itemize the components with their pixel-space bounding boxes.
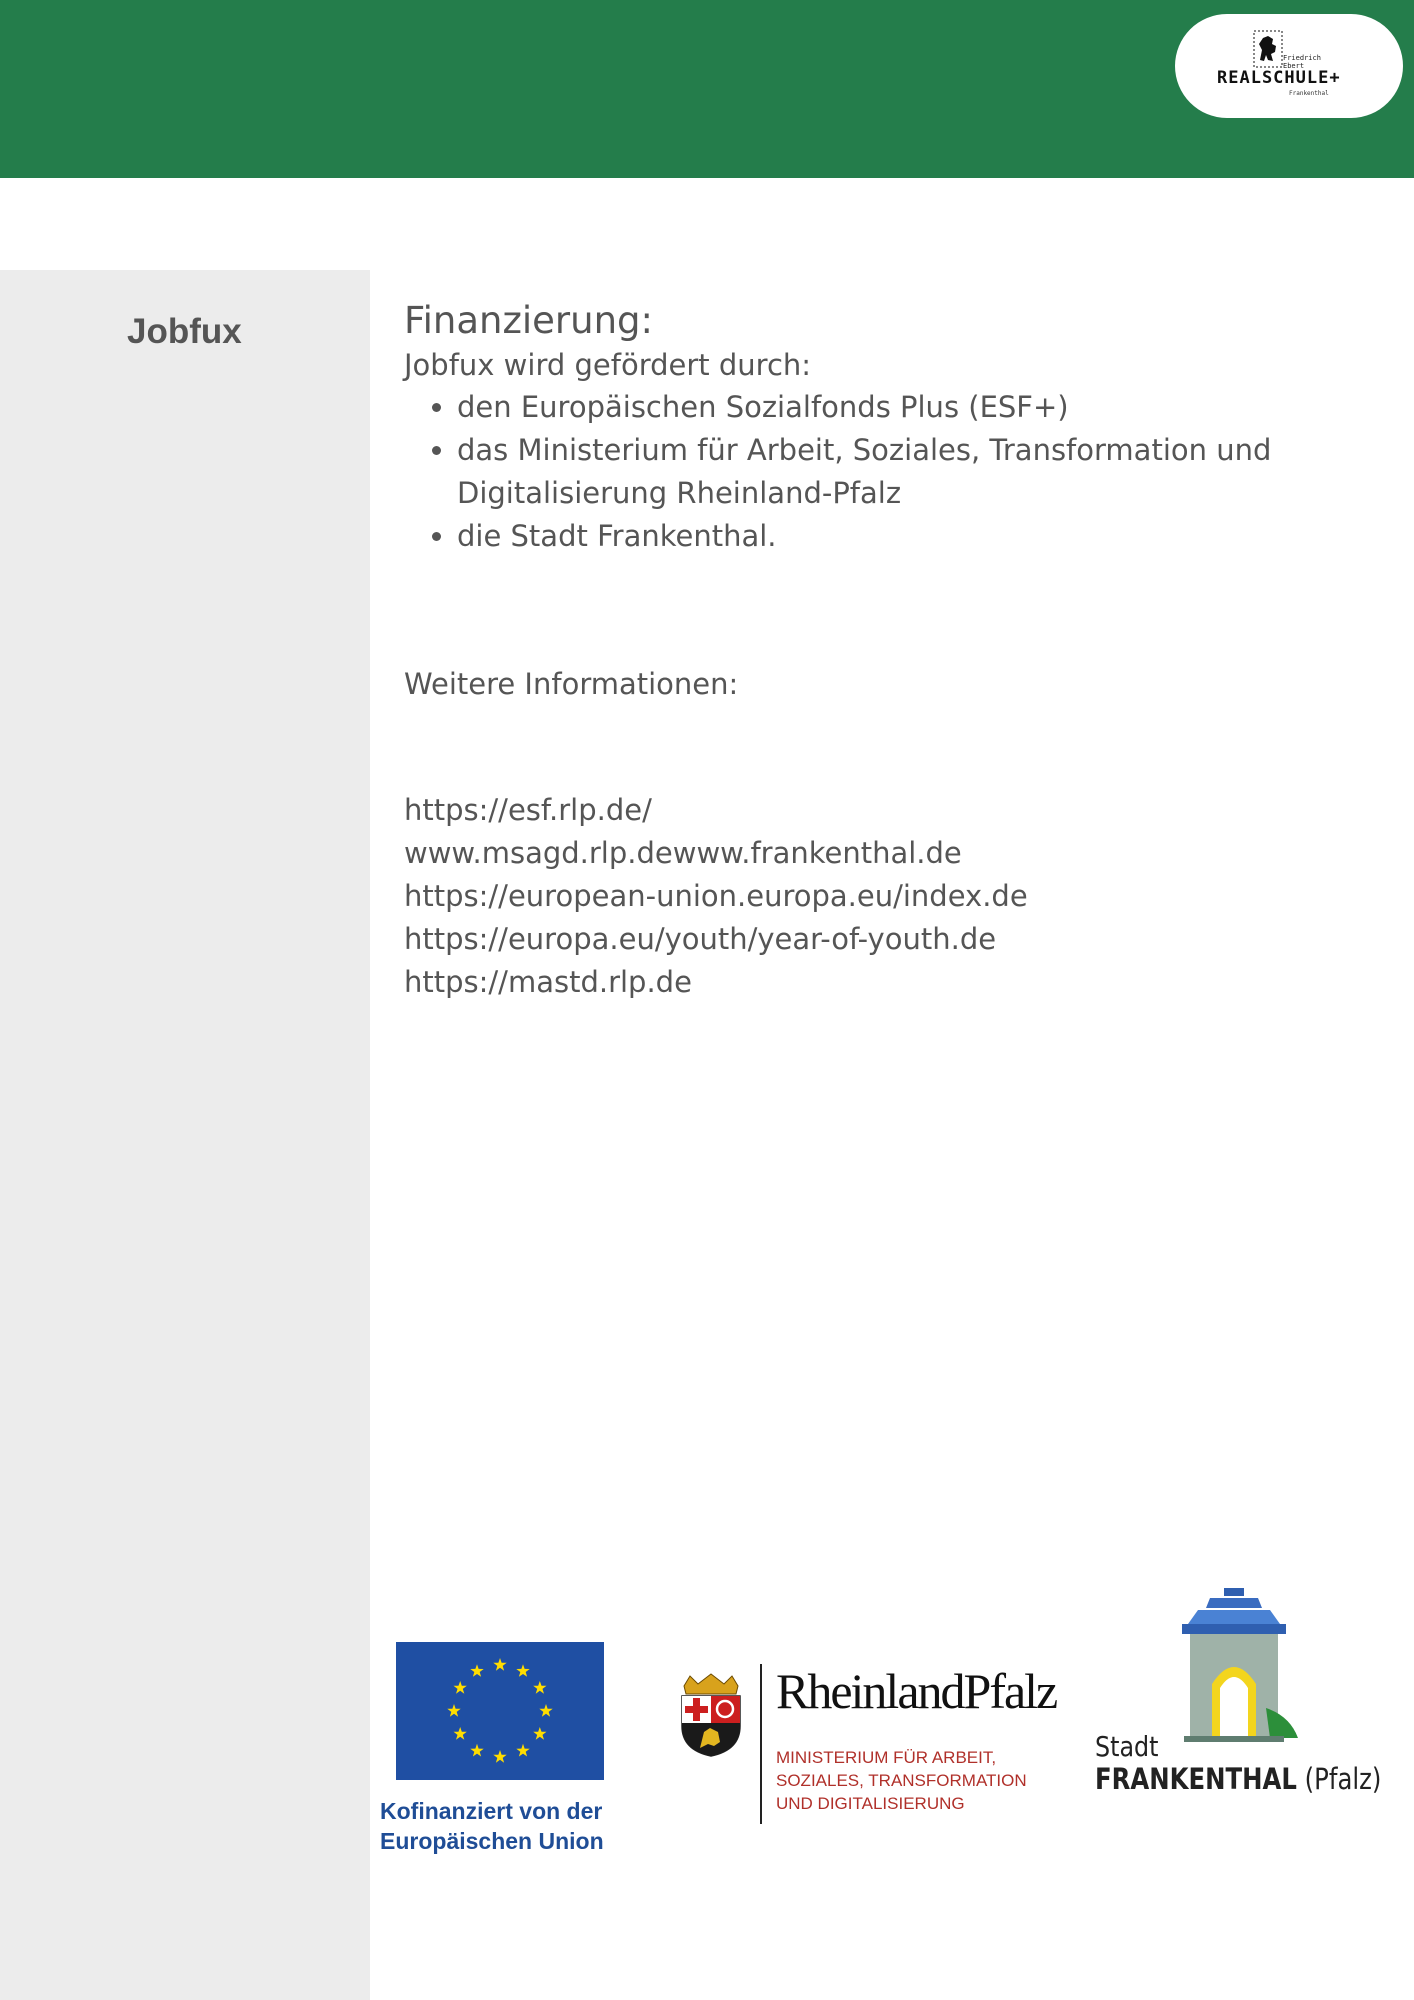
rlp-coat-of-arms-icon [678,1672,744,1758]
frankenthal-name: FRANKENTHAL (Pfalz) [1095,1762,1382,1796]
section-title: Finanzierung: [404,299,653,342]
list-item: • den Europäischen Sozialfonds Plus (ESF+) [457,386,1364,429]
link-european-union[interactable]: https://european-union.europa.eu/index.de [404,879,1028,913]
link-esf[interactable]: https://esf.rlp.de/ [404,793,652,827]
main-content [404,298,1364,1004]
sidebar-title: Jobfux [127,312,242,351]
funders-list [404,386,1364,558]
school-name-top: Friedrich Ebert [1283,54,1321,70]
school-name-main: REALSCHULE+ [1217,68,1341,88]
more-info-label: Weitere Informationen: [404,667,739,701]
list-item: • das Ministerium für Arbeit, Soziales, Transformation und Digitalisierung Rheinland-Pfalz [457,429,1364,515]
rlp-ministry-name: MINISTERIUM FÜR ARBEIT, SOZIALES, TRANSFORMATION UND DIGITALISIERUNG [776,1748,1027,1813]
header-bar [0,0,1414,178]
city-gate-icon [1170,1588,1298,1748]
school-name-city: Frankenthal [1289,90,1329,97]
rlp-divider [760,1664,762,1824]
frankenthal-logo [1092,1588,1392,1828]
funding-logos [0,1580,1414,1854]
link-year-of-youth[interactable]: https://europa.eu/youth/year-of-youth.de [404,922,997,956]
list-item: • die Stadt Frankenthal. [457,515,1364,558]
rlp-ministry-logo [672,1620,1057,1813]
link-msagd-frankenthal[interactable]: www.msagd.rlp.dewww.frankenthal.de [404,836,962,870]
eu-caption: Kofinanziert von der Europäischen Union [380,1798,604,1854]
eu-flag-icon [396,1642,604,1780]
lion-emblem-icon [1253,30,1283,68]
link-list [404,789,1364,1004]
frankenthal-stadt: Stadt [1095,1730,1159,1763]
intro-text: Jobfux wird gefördert durch: [404,348,812,382]
link-mastd[interactable]: https://mastd.rlp.de [404,965,692,999]
eu-logo [372,1610,634,1860]
rlp-name: RheinlandPfalz [776,1663,1057,1719]
school-logo [1175,14,1403,118]
